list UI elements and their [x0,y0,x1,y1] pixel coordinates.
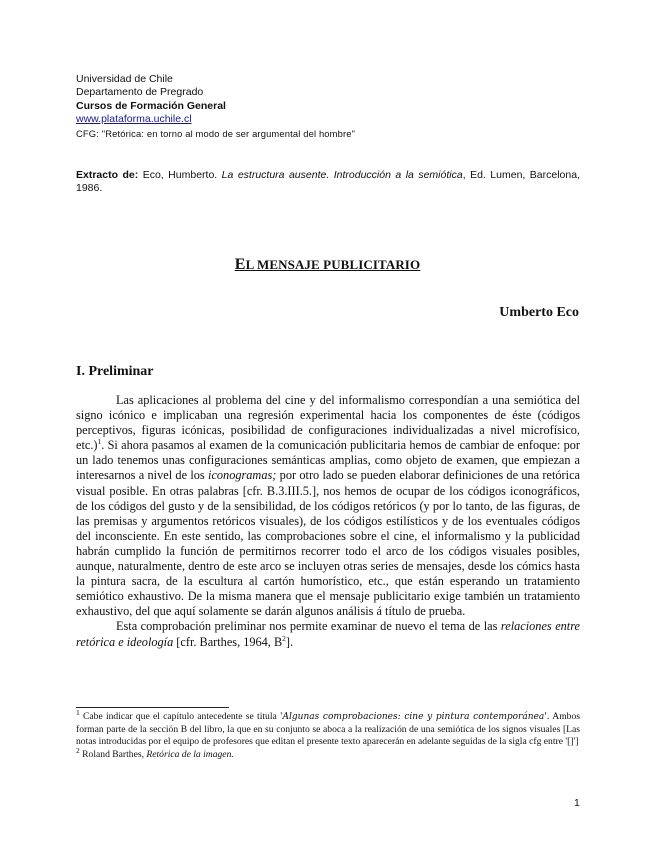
paragraph-text: por otro lado se pueden elaborar definiciones de una retórica visual posible. En otras palabras [cfr. B.3.III.5.], nos hemos de ocupar de los códigos iconográficos, de los códigos del gusto y de la sensibilidad, de los códigos retóricos (y por lo tanto, de las figuras, de las premisas y argumentos retóricos visuales), de los códigos estilísticos y de los eventuales códigos del inconsciente. En este sentido, las comprobaciones sobre el cine, el informalismo y la publicidad habrán cumplido la función de permitirnos recorrer todo el arco de los códigos visuales posibles, aunque, naturalmente, dentro de este arco se incluyen otras series de mensajes, desde los cómics hasta la pintura sacra, de la escultura al cartón humorístico, etc., que están esperando un tratamiento semiótico exhaustivo. De la misma manera que el mensaje publicitario exige también un tratamiento exhaustivo, del que aquí solamente se darán algunos análisis á título de prueba. [76,468,580,619]
footnote-divider [76,707,229,708]
citation-author: Eco, Humberto. [138,169,222,181]
superscript: 2 [282,633,286,643]
paragraph-text: . Si ahora pasamos al examen de la comunicación publicitaria hemos de cambiar de enfoque: por un lado tenemos unas configuraciones semánticas amplias, como objeto de examen, que empiezan a interesarnos a nivel de los [76,438,580,483]
citation-book-title: La estructura ausente. Introducción a la semiótica [221,169,463,181]
paragraph-text: Las aplicaciones al problema del cine y del informalismo correspondían a una semiótica del signo icónico e implicaban una regresión experimental hacia los componentes de éste (códigos perceptivos, figuras icónicas, posibilidad de configuraciones individualizadas a nivel microfísico, etc.) [76,393,580,453]
footnote-text: Cabe indicar que el capítulo antecedente se titula [79,711,281,722]
footnote-ref[interactable]: 1 [97,437,102,447]
footnote-1 [76,707,581,749]
title-rest: L MENSAJE PUBLICITARIO [245,257,421,272]
footnote-marker: 2 [76,745,80,755]
footnote-text: Roland Barthes, [79,748,147,760]
paragraph-italic: iconogramas; [208,468,277,483]
document-title [0,256,655,274]
source-citation [76,169,580,196]
paragraph [76,393,580,619]
citation-publisher: , Ed. Lumen, Barcelona, 1986. [76,169,580,195]
footnote-marker: 1 [76,707,80,717]
footnote-chapter-title: 'Algunas comprobaciones: cine y pintura contemporánea'. [280,712,550,722]
paragraph-text: Esta comprobación preliminar nos permite examinar de nuevo el tema de las [116,619,501,634]
footnote-work-title: Retórica de la imagen. [146,748,234,760]
citation-label: Extracto de: [76,169,139,181]
page-number: 1 [574,797,580,809]
department-name: Departamento de Pregrado [76,86,204,99]
footnote-text: Ambos forman parte de la sección B del libro, la que en su conjunto se aboca a la realización de una semiótica de los signos visuales [Las notas introducidas por el equipo de profesores que editan el presente texto aparecerán en adelante seguidas de la sigla cfg entre '[]'] [76,711,581,748]
body-text [76,393,580,650]
author-name: Umberto Eco [499,305,579,320]
footnotes [76,707,581,761]
platform-link[interactable]: www.plataforma.uchile.cl [76,113,192,126]
university-name: Universidad de Chile [76,73,173,85]
paragraph [76,619,580,649]
paragraph-text: ]. [285,634,294,649]
paragraph-italic: relaciones entre retórica e ideología [76,619,581,649]
title-initial: E [234,256,246,273]
cfg-course-title: CFG: "Retórica: en torno al modo de ser argumental del hombre" [76,127,356,139]
paragraph-text: [cfr. Barthes, 1964, B [173,634,283,649]
footnote-2 [76,745,580,762]
course-name: Cursos de Formación General [76,99,226,112]
section-heading: I. Preliminar [76,364,154,379]
institution-header [76,73,586,140]
